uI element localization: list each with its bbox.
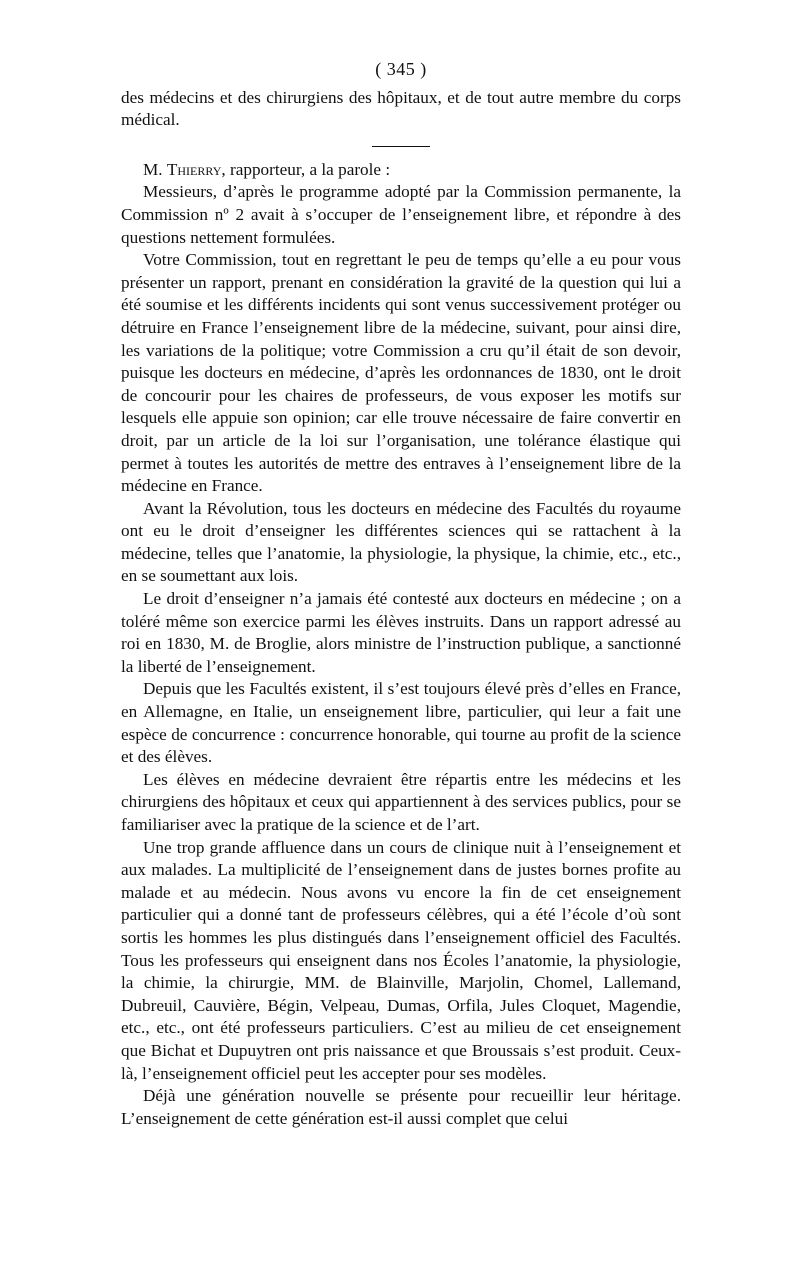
speaker-prefix: M. bbox=[143, 159, 163, 179]
paragraph-4: Le droit d’enseigner n’a jamais été contesté aux docteurs en médecine ; on a toléré même son exercice parmi les élèves instruits. Dans un rapport adressé au roi en 1830, M. de Broglie, alors ministre de l’instruction publique, a sanctionné la liberté de l’enseignement. bbox=[121, 589, 681, 676]
paragraph-1: Messieurs, d’après le programme adopté par la Commission permanente, la Commission nº 2 avait à s’occuper de l’enseignement libre, et répondre à des questions nettement formulées. bbox=[121, 182, 681, 247]
paragraph-6: Les élèves en médecine devraient être répartis entre les médecins et les chirurgiens des hôpitaux et ceux qui appartiennent à des services publics, pour se familiariser avec la pratique de la science et de l’art. bbox=[121, 769, 681, 834]
intro-text: des médecins et des chirurgiens des hôpitaux, et de tout autre membre du corps médical. bbox=[121, 87, 681, 130]
paragraph-7: Une trop grande affluence dans un cours de clinique nuit à l’enseignement et aux malades. La multiplicité de l’enseignement dans de justes bornes profite au malade et au médecin. Nous avons vu encore la fin de cet enseignement particulier qui a donné tant de professeurs célèbres, qui a été l’école d’où sont sortis les hommes les plus distingués dans l’enseignement officiel des Facultés. Tous les professeurs qui enseignent dans nos Écoles l’anatomie, la physiologie, la chimie, la chirurgie, MM. de Blainville, Marjolin, Chomel, Lallemand, Dubreuil, Cauvière, Bégin, Velpeau, Dumas, Orfila, Jules Cloquet, Magendie, etc., etc., ont été professeurs particuliers. C’est au milieu de cet enseignement que Bichat et Dupuytren ont pris naissance et que Broussais s’est produit. Ceux-là, l’enseignement officiel peut les accepter pour ses modèles. bbox=[121, 837, 681, 1083]
page-number: ( 345 ) bbox=[375, 59, 427, 79]
speaker-line bbox=[121, 159, 681, 182]
paragraph-8: Déjà une génération nouvelle se présente pour recueillir leur héritage. L’enseignement de cette génération est-il aussi complet que celui bbox=[121, 1086, 681, 1128]
speaker-name: Thierry bbox=[166, 159, 222, 179]
speaker-role: , rapporteur, a la parole : bbox=[221, 159, 391, 179]
paragraph-5: Depuis que les Facultés existent, il s’est toujours élevé près d’elles en France, en Allemagne, en Italie, un enseignement libre, particulier, qui leur a fait une espèce de concurrence : concurrence honorable, qui tourne au profit de la science et des élèves. bbox=[121, 679, 681, 767]
section-divider bbox=[372, 146, 430, 147]
paragraph-3: Avant la Révolution, tous les docteurs en médecine des Facultés du royaume ont eu le droit d’enseigner les différentes sciences qui se rattachent à la médecine, telles que l’anatomie, la physiologie, la physique, la chimie, etc., etc., en se soumettant aux lois. bbox=[121, 498, 681, 586]
paragraph-2: Votre Commission, tout en regrettant le peu de temps qu’elle a eu pour vous présenter un rapport, prenant en considération la gravité de la question qui lui a été soumise et les différents incidents qui sont venus successivement protéger ou détruire en France l’enseignement libre de la médecine, suivant, pour ainsi dire, les variations de la politique; votre Commission a cru qu’il était de son devoir, puisque les docteurs en médecine, d’après les ordonnances de 1830, ont le droit de concourir pour les chaires de professeurs, de vous exposer les motifs sur lesquels elle appuie son opinion; car elle trouve nécessaire de faire convertir en droit, par un article de la loi sur l’organisation, une tolérance élastique qui permet à toutes les autorités de mettre des entraves à l’enseignement libre de la médecine en France. bbox=[121, 250, 681, 496]
document-page bbox=[121, 58, 681, 1130]
